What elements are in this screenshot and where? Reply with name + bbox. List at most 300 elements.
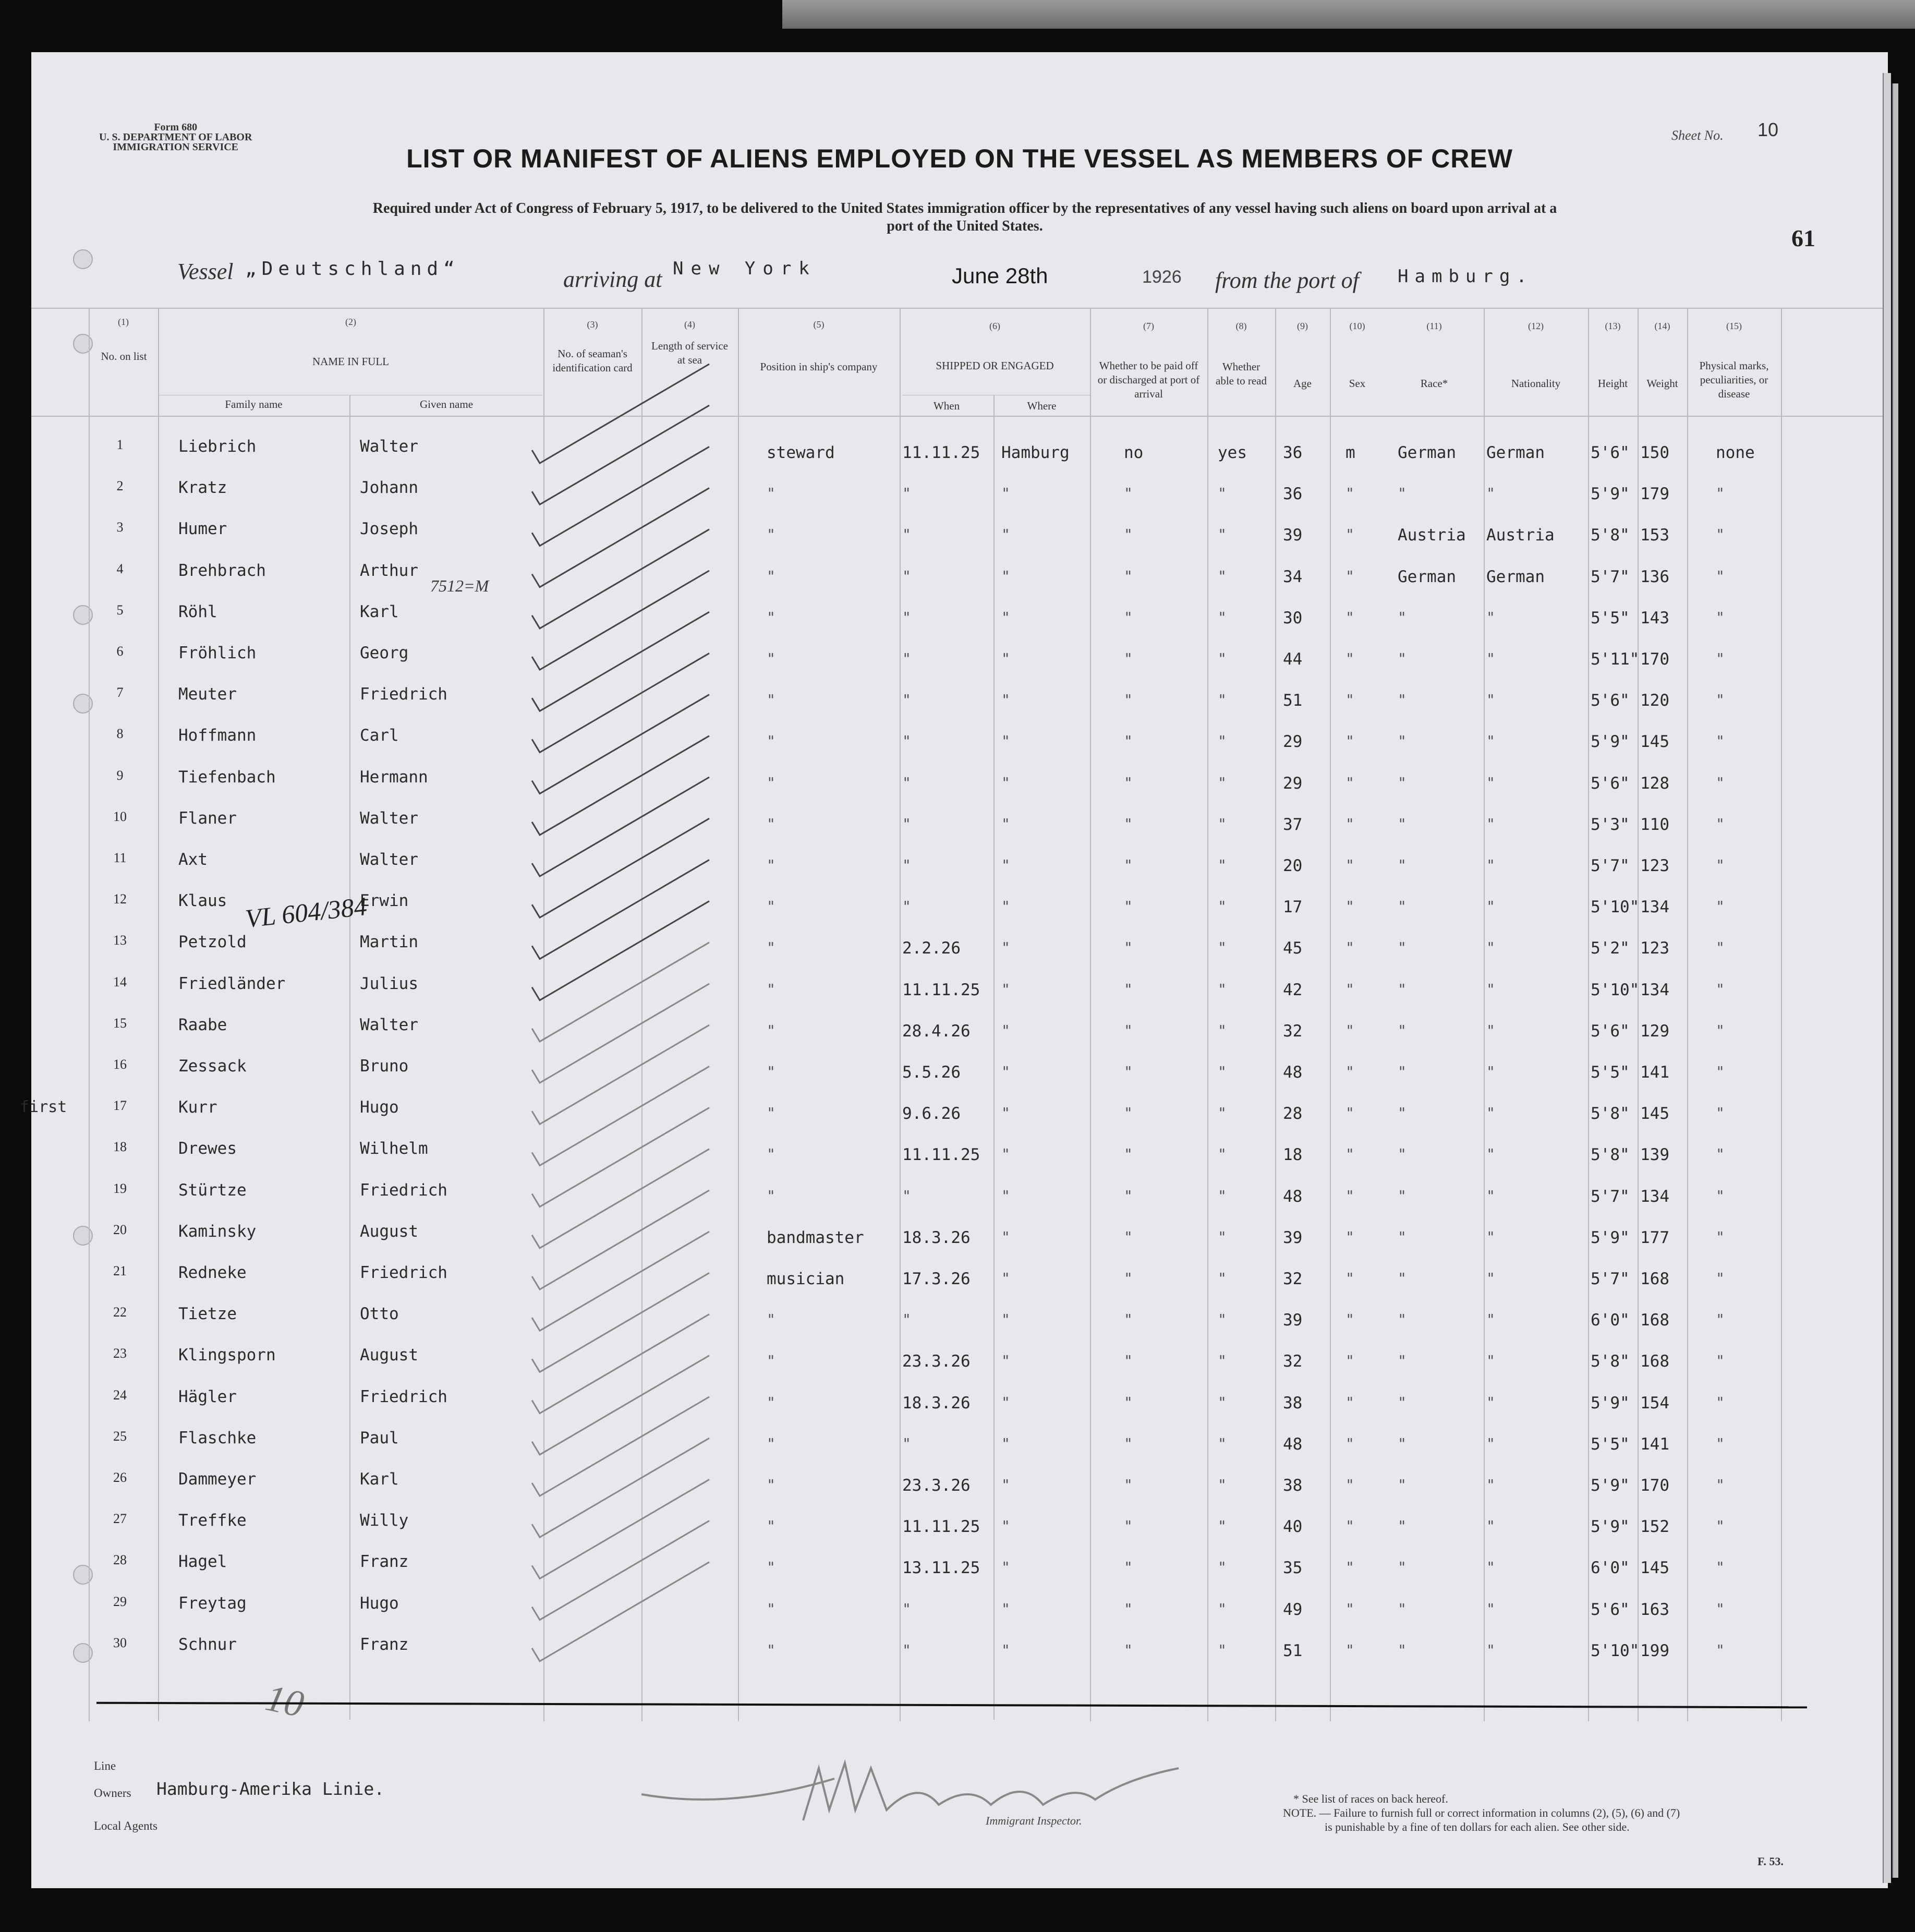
given-name: Otto — [360, 1305, 399, 1324]
shipped-where: " — [1001, 1311, 1010, 1329]
position: " — [767, 485, 775, 502]
col-number: (8) — [1235, 321, 1247, 331]
age: 38 — [1283, 1476, 1303, 1495]
height: 5'9" — [1591, 1393, 1630, 1412]
check-mark — [532, 1231, 709, 1331]
given-name: Walter — [360, 1015, 418, 1034]
family-name: Petzold — [178, 933, 247, 952]
sheet-number: 10 — [1758, 119, 1779, 140]
shipped-when: " — [902, 774, 911, 791]
shipped-when: 5.5.26 — [902, 1063, 961, 1082]
physical-marks: " — [1716, 1434, 1725, 1452]
sex: " — [1346, 1600, 1354, 1617]
row-number: 6 — [116, 644, 124, 659]
physical-marks: " — [1716, 650, 1725, 667]
position: " — [767, 526, 775, 544]
shipped-where: " — [1001, 774, 1010, 791]
able-to-read: " — [1218, 1145, 1227, 1163]
race: " — [1398, 1104, 1407, 1122]
row-17-margin-note: first — [20, 1098, 67, 1116]
family-name: Freytag — [178, 1593, 247, 1613]
able-to-read: " — [1218, 898, 1227, 915]
weight: 152 — [1640, 1517, 1669, 1537]
physical-marks: " — [1716, 1641, 1725, 1659]
paid-off: " — [1124, 1641, 1133, 1659]
shipped-when: 13.11.25 — [902, 1559, 980, 1578]
age: 45 — [1283, 939, 1303, 958]
nationality: " — [1486, 1311, 1495, 1329]
manifest-sheet — [20, 52, 1888, 1888]
given-name: Friedrich — [360, 1263, 447, 1282]
row-number: 7 — [116, 685, 124, 701]
shipped-when: 9.6.26 — [902, 1104, 961, 1124]
physical-marks: " — [1716, 1476, 1725, 1493]
height: 5'11" — [1591, 650, 1640, 669]
paid-off: " — [1124, 1270, 1133, 1287]
sex: " — [1346, 1021, 1354, 1039]
shipped-when: " — [902, 567, 911, 585]
sex: " — [1346, 608, 1354, 626]
nationality: " — [1486, 1393, 1495, 1411]
tick-marks — [31, 52, 1888, 1773]
check-mark — [532, 488, 709, 587]
row-number: 27 — [113, 1511, 127, 1527]
row-number: 5 — [116, 602, 124, 618]
nationality: " — [1486, 732, 1495, 750]
race: " — [1398, 485, 1407, 502]
family-name: Liebrich — [178, 437, 257, 456]
sex: " — [1346, 526, 1354, 544]
race: German — [1398, 443, 1456, 462]
position: " — [767, 815, 775, 832]
row-number: 28 — [113, 1552, 127, 1568]
check-mark — [532, 1314, 709, 1414]
sex: " — [1346, 856, 1354, 874]
able-to-read: " — [1218, 608, 1227, 626]
shipped-where: " — [1001, 939, 1010, 957]
position: musician — [767, 1270, 845, 1288]
height: 5'5" — [1591, 608, 1630, 627]
weight: 110 — [1640, 815, 1669, 834]
shipped-where: Hamburg — [1001, 443, 1070, 462]
nationality: " — [1486, 1641, 1495, 1659]
age: 17 — [1283, 898, 1303, 917]
row-number: 18 — [113, 1139, 127, 1155]
given-name: Joseph — [360, 520, 418, 539]
family-name: Dammeyer — [178, 1470, 257, 1489]
row-number: 20 — [113, 1222, 127, 1237]
col-number: (13) — [1605, 321, 1621, 331]
paid-off: " — [1124, 732, 1133, 750]
subtitle-line-1: Required under Act of Congress of February 5, 1917, to be delivered to the United States immigration officer by the representatives of any vessel having such aliens on board upon arrival at a — [372, 200, 1557, 216]
row-number: 2 — [116, 478, 124, 494]
check-mark — [532, 695, 709, 794]
nationality: " — [1486, 608, 1495, 626]
paid-off: " — [1124, 1021, 1133, 1039]
able-to-read: " — [1218, 732, 1227, 750]
row-number: 13 — [113, 933, 127, 948]
physical-marks: " — [1716, 980, 1725, 998]
age: 18 — [1283, 1145, 1303, 1165]
able-to-read: " — [1218, 1228, 1227, 1246]
row-number: 15 — [113, 1015, 127, 1031]
weight: 177 — [1640, 1228, 1669, 1247]
age: 37 — [1283, 815, 1303, 834]
height: 5'6" — [1591, 1021, 1630, 1041]
position: " — [767, 1063, 775, 1080]
col-number: (12) — [1528, 321, 1544, 331]
sex: " — [1346, 691, 1354, 709]
family-name: Klaus — [178, 891, 227, 911]
physical-marks: " — [1716, 774, 1725, 791]
physical-marks: " — [1716, 1145, 1725, 1163]
age: 29 — [1283, 732, 1303, 752]
nationality: Austria — [1486, 526, 1555, 545]
given-name: Walter — [360, 850, 418, 869]
position: " — [767, 1311, 775, 1329]
height: 5'8" — [1591, 1145, 1630, 1165]
position: " — [767, 1641, 775, 1659]
family-name: Redneke — [178, 1263, 247, 1282]
family-name: Kratz — [178, 478, 227, 498]
weight: 120 — [1640, 691, 1669, 710]
nationality: " — [1486, 980, 1495, 998]
height: 5'8" — [1591, 526, 1630, 545]
physical-marks: " — [1716, 526, 1725, 544]
given-name: Karl — [360, 1470, 399, 1489]
race: " — [1398, 815, 1407, 832]
check-mark — [532, 1190, 709, 1289]
check-mark — [532, 612, 709, 711]
shipped-when: " — [902, 856, 911, 874]
sex: " — [1346, 1145, 1354, 1163]
physical-marks: " — [1716, 1063, 1725, 1080]
shipped-when: 11.11.25 — [902, 1517, 980, 1537]
given-name: August — [360, 1346, 418, 1365]
row-number: 17 — [113, 1098, 127, 1114]
physical-marks: " — [1716, 815, 1725, 832]
check-mark — [532, 1521, 709, 1620]
shipped-when: " — [902, 650, 911, 667]
age: 44 — [1283, 650, 1303, 669]
given-name: Franz — [360, 1552, 409, 1572]
given-name: Erwin — [360, 891, 409, 911]
nationality: " — [1486, 939, 1495, 957]
sex: " — [1346, 732, 1354, 750]
row-number: 29 — [113, 1593, 127, 1609]
nationality: German — [1486, 567, 1545, 586]
able-to-read: " — [1218, 1476, 1227, 1493]
race: " — [1398, 608, 1407, 626]
race: " — [1398, 1434, 1407, 1452]
physical-marks: " — [1716, 1517, 1725, 1535]
footnote-races: * See list of races on back hereof. — [1293, 1792, 1448, 1805]
col-header-where: Where — [1027, 400, 1057, 412]
position: " — [767, 1434, 775, 1452]
able-to-read: " — [1218, 1352, 1227, 1370]
paid-off: " — [1124, 939, 1133, 957]
sex: m — [1346, 443, 1355, 462]
arrival-date: June 28th — [952, 263, 1048, 288]
age: 48 — [1283, 1434, 1303, 1454]
family-name: Friedländer — [178, 974, 286, 993]
form-code: F. 53. — [1758, 1855, 1784, 1868]
shipped-when: 18.3.26 — [902, 1228, 971, 1247]
col-number: (9) — [1297, 321, 1308, 331]
given-name: Hermann — [360, 767, 428, 787]
family-name: Flaner — [178, 808, 237, 828]
physical-marks: " — [1716, 1021, 1725, 1039]
shipped-where: " — [1001, 856, 1010, 874]
shipped-when: 18.3.26 — [902, 1393, 971, 1412]
row-number: 26 — [113, 1470, 127, 1485]
row-number: 11 — [113, 850, 127, 865]
age: 39 — [1283, 1228, 1303, 1247]
paid-off: " — [1124, 1228, 1133, 1246]
physical-marks: " — [1716, 608, 1725, 626]
check-mark — [532, 943, 709, 1042]
paid-off: " — [1124, 650, 1133, 667]
weight: 145 — [1640, 732, 1669, 752]
height: 5'6" — [1591, 443, 1630, 462]
weight: 141 — [1640, 1063, 1669, 1082]
shipped-where: " — [1001, 1559, 1010, 1576]
given-name: Paul — [360, 1428, 399, 1447]
shipped-when: " — [902, 815, 911, 832]
family-name: Hägler — [178, 1387, 237, 1406]
race: German — [1398, 567, 1456, 586]
shipped-when: 17.3.26 — [902, 1270, 971, 1288]
height: 5'5" — [1591, 1063, 1630, 1082]
height: 5'8" — [1591, 1352, 1630, 1371]
given-name: Johann — [360, 478, 418, 498]
given-name: Willy — [360, 1511, 409, 1530]
race: Austria — [1398, 526, 1466, 545]
family-name: Drewes — [178, 1139, 237, 1158]
weight: 134 — [1640, 980, 1669, 999]
nationality: " — [1486, 774, 1495, 791]
position: " — [767, 1145, 775, 1163]
position: " — [767, 980, 775, 998]
nationality: " — [1486, 1352, 1495, 1370]
sex: " — [1346, 1476, 1354, 1493]
row-number: 16 — [113, 1057, 127, 1072]
age: 49 — [1283, 1600, 1303, 1619]
check-mark — [532, 860, 709, 959]
able-to-read: yes — [1218, 443, 1247, 462]
subtitle-line-2: port of the United States. — [887, 218, 1043, 234]
sex: " — [1346, 485, 1354, 502]
paid-off: " — [1124, 1600, 1133, 1617]
position: " — [767, 650, 775, 667]
age: 34 — [1283, 567, 1303, 586]
able-to-read: " — [1218, 939, 1227, 957]
age: 30 — [1283, 608, 1303, 627]
col-header-physical-marks: Physical marks, peculiarities, or disease — [1699, 359, 1769, 400]
race: " — [1398, 774, 1407, 791]
race: " — [1398, 1517, 1407, 1535]
height: 5'9" — [1591, 732, 1630, 752]
age: 48 — [1283, 1063, 1303, 1082]
weight: 170 — [1640, 650, 1669, 669]
family-name: Hagel — [178, 1552, 227, 1572]
position: " — [767, 1393, 775, 1411]
shipped-when: 23.3.26 — [902, 1476, 971, 1495]
col-header-shipped: SHIPPED OR ENGAGED — [936, 359, 1054, 372]
able-to-read: " — [1218, 526, 1227, 544]
shipped-where: " — [1001, 1434, 1010, 1452]
position: " — [767, 1559, 775, 1576]
shipped-where: " — [1001, 1270, 1010, 1287]
position: " — [767, 856, 775, 874]
age: 51 — [1283, 1641, 1303, 1660]
family-name: Meuter — [178, 685, 237, 704]
able-to-read: " — [1218, 650, 1227, 667]
check-mark — [532, 1273, 709, 1372]
shipped-where: " — [1001, 650, 1010, 667]
row-number: 19 — [113, 1180, 127, 1196]
check-mark — [532, 1108, 709, 1207]
col-header-weight: Weight — [1646, 377, 1678, 390]
col-number: (2) — [345, 317, 356, 327]
given-name: Franz — [360, 1635, 409, 1654]
sex: " — [1346, 1517, 1354, 1535]
race: " — [1398, 1021, 1407, 1039]
able-to-read: " — [1218, 1641, 1227, 1659]
paid-off: " — [1124, 1476, 1133, 1493]
shipped-when: " — [902, 608, 911, 626]
paid-off: no — [1124, 443, 1144, 462]
height: 5'2" — [1591, 939, 1630, 958]
paid-off: " — [1124, 485, 1133, 502]
given-name: Hugo — [360, 1593, 399, 1613]
weight: 141 — [1640, 1434, 1669, 1454]
family-name: Brehbrach — [178, 561, 266, 580]
col-number: (1) — [118, 317, 129, 327]
physical-marks: " — [1716, 1393, 1725, 1411]
shipped-when: " — [902, 526, 911, 544]
weight: 163 — [1640, 1600, 1669, 1619]
sex: " — [1346, 1311, 1354, 1329]
race: " — [1398, 1145, 1407, 1163]
sex: " — [1346, 1228, 1354, 1246]
weight: 123 — [1640, 939, 1669, 958]
shipped-when: " — [902, 1187, 911, 1204]
position: " — [767, 1476, 775, 1493]
given-name: Martin — [360, 933, 418, 952]
row-number: 23 — [113, 1346, 127, 1361]
sex: " — [1346, 1063, 1354, 1080]
sex: " — [1346, 774, 1354, 791]
owners-label: Owners — [94, 1786, 131, 1800]
row-number: 14 — [113, 974, 127, 989]
race: " — [1398, 856, 1407, 874]
row-number: 22 — [113, 1305, 127, 1320]
race: " — [1398, 1476, 1407, 1493]
given-name: Arthur — [360, 561, 418, 580]
family-name: Axt — [178, 850, 208, 869]
physical-marks: " — [1716, 732, 1725, 750]
physical-marks: " — [1716, 1352, 1725, 1370]
height: 5'10" — [1591, 1641, 1640, 1660]
check-mark — [532, 405, 709, 504]
sex: " — [1346, 1393, 1354, 1411]
paid-off: " — [1124, 774, 1133, 791]
col-number: (15) — [1726, 321, 1742, 331]
page-number: 61 — [1791, 225, 1815, 251]
check-mark — [532, 446, 709, 546]
check-mark — [532, 1479, 709, 1578]
weight: 129 — [1640, 1021, 1669, 1041]
nationality: " — [1486, 1600, 1495, 1617]
sex: " — [1346, 1352, 1354, 1370]
col-header-age: Age — [1293, 377, 1312, 390]
shipped-when: 28.4.26 — [902, 1021, 971, 1041]
height: 6'0" — [1591, 1559, 1630, 1578]
age: 36 — [1283, 485, 1303, 504]
shipped-when: " — [902, 691, 911, 709]
weight: 168 — [1640, 1352, 1669, 1371]
vessel-label: Vessel — [177, 259, 234, 284]
physical-marks: " — [1716, 1228, 1725, 1246]
vessel-name: „Deutschland“ — [245, 258, 460, 280]
race: " — [1398, 1187, 1407, 1204]
height: 5'10" — [1591, 980, 1640, 999]
shipped-where: " — [1001, 1104, 1010, 1122]
sex: " — [1346, 1270, 1354, 1287]
service-name: IMMIGRATION SERVICE — [113, 141, 239, 153]
age: 32 — [1283, 1352, 1303, 1371]
position: " — [767, 1104, 775, 1122]
col-header-height: Height — [1597, 377, 1628, 390]
nationality: " — [1486, 1187, 1495, 1204]
family-name: Humer — [178, 520, 227, 539]
check-mark — [532, 653, 709, 752]
race: " — [1398, 1641, 1407, 1659]
check-mark — [532, 1438, 709, 1537]
nationality: " — [1486, 1559, 1495, 1576]
weight: 136 — [1640, 567, 1669, 586]
height: 5'7" — [1591, 1187, 1630, 1206]
race: " — [1398, 1393, 1407, 1411]
col-header-race: Race* — [1420, 377, 1448, 390]
arrival-year: 1926 — [1142, 267, 1182, 287]
col-header-when: When — [933, 400, 960, 412]
age: 29 — [1283, 774, 1303, 793]
given-name: Julius — [360, 974, 418, 993]
departure-port: Hamburg. — [1398, 266, 1533, 287]
able-to-read: " — [1218, 980, 1227, 998]
weight: 168 — [1640, 1270, 1669, 1288]
race: " — [1398, 1063, 1407, 1080]
shipped-where: " — [1001, 1641, 1010, 1659]
physical-marks: " — [1716, 1270, 1725, 1287]
check-mark — [532, 1562, 709, 1661]
race: " — [1398, 1559, 1407, 1576]
shipped-where: " — [1001, 526, 1010, 544]
able-to-read: " — [1218, 691, 1227, 709]
race: " — [1398, 1311, 1407, 1329]
height: 5'7" — [1591, 856, 1630, 875]
race: " — [1398, 980, 1407, 998]
col-header-family: Family name — [225, 398, 283, 410]
given-name: Friedrich — [360, 1387, 447, 1406]
nationality: " — [1486, 1517, 1495, 1535]
height: 5'8" — [1591, 1104, 1630, 1124]
family-name: Hoffmann — [178, 726, 257, 745]
age: 51 — [1283, 691, 1303, 710]
age: 32 — [1283, 1021, 1303, 1041]
